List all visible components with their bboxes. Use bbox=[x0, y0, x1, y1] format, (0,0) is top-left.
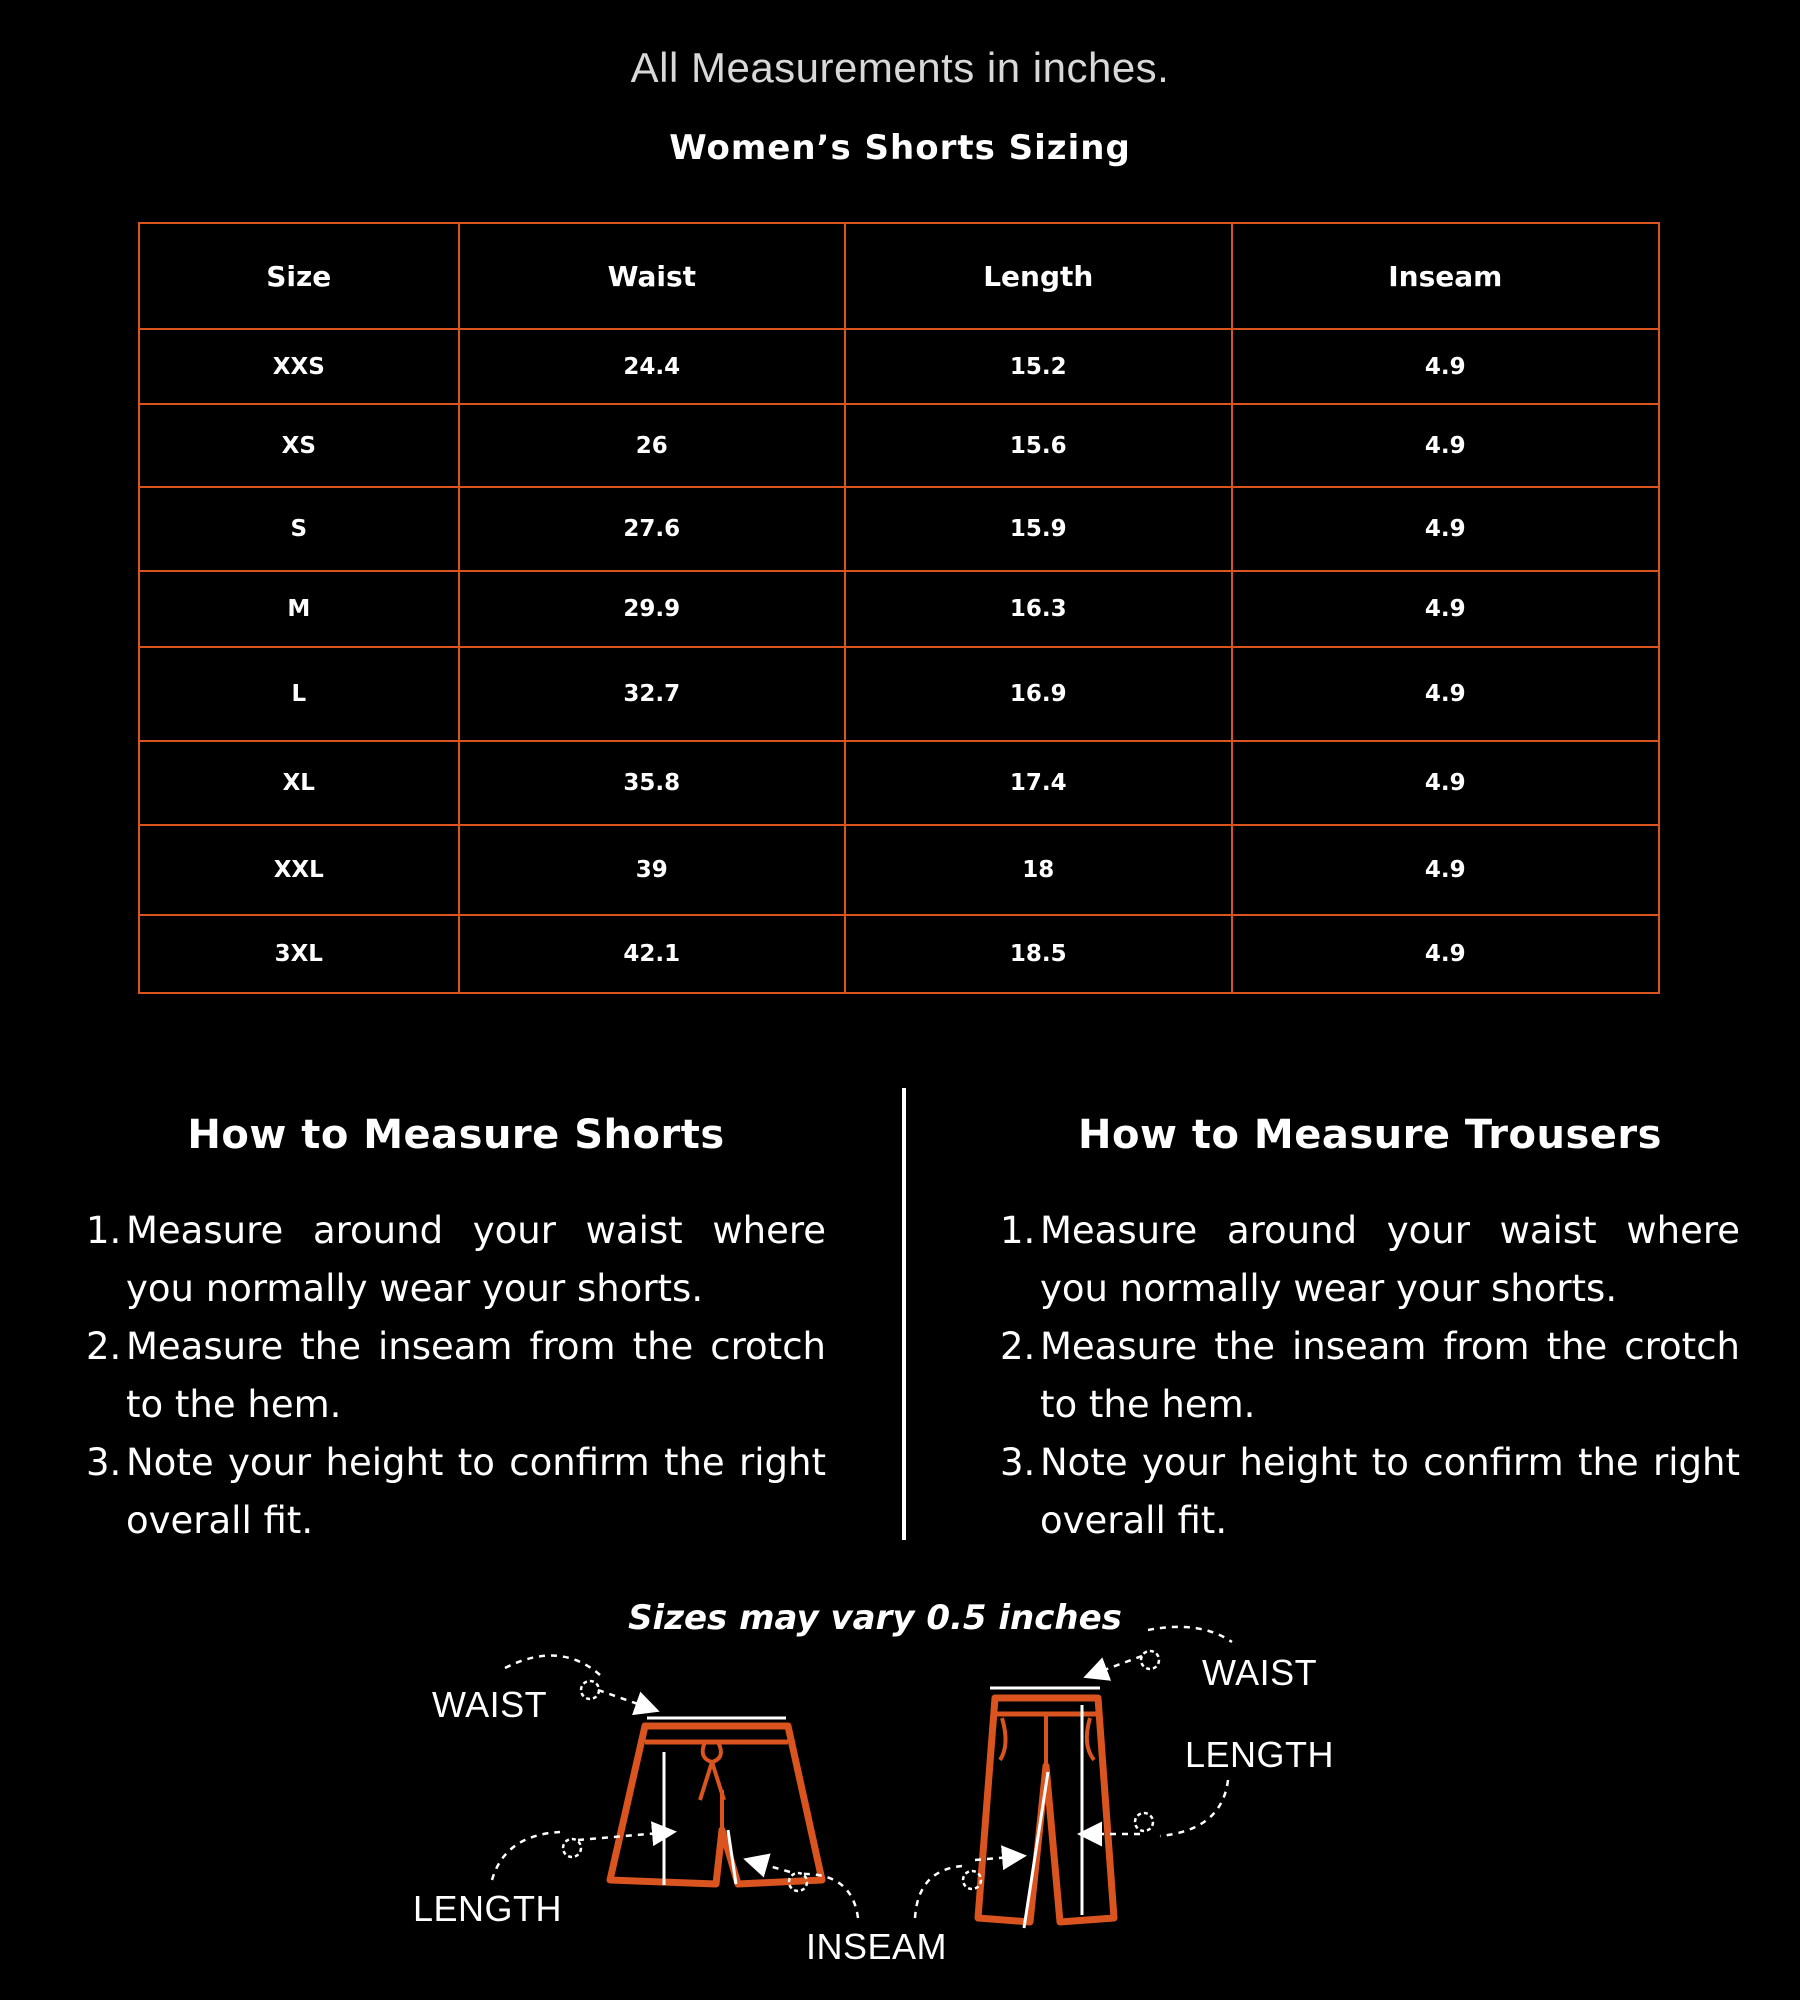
trousers-waist-label: WAIST bbox=[1202, 1652, 1318, 1693]
inseam-label: INSEAM bbox=[806, 1926, 948, 1967]
step-text: Measure the inseam from the crotch to the hem. bbox=[1040, 1325, 1740, 1426]
length-cell: 15.6 bbox=[845, 404, 1232, 487]
size-cell: XL bbox=[139, 741, 459, 825]
column-header-inseam: Inseam bbox=[1232, 223, 1659, 329]
length-cell: 17.4 bbox=[845, 741, 1232, 825]
length-cell: 16.9 bbox=[845, 647, 1232, 741]
size-cell: S bbox=[139, 487, 459, 571]
size-cell: XS bbox=[139, 404, 459, 487]
length-cell: 16.3 bbox=[845, 571, 1232, 647]
inseam-cell: 4.9 bbox=[1232, 915, 1659, 993]
waist-cell: 26 bbox=[459, 404, 845, 487]
inseam-cell: 4.9 bbox=[1232, 329, 1659, 404]
size-cell: XXL bbox=[139, 825, 459, 915]
inseam-cell: 4.9 bbox=[1232, 741, 1659, 825]
step-text: Note your height to confirm the right overall fit. bbox=[1040, 1441, 1740, 1542]
trousers-guide-title: How to Measure Trousers bbox=[1078, 1112, 1662, 1158]
step-text: Measure around your waist where you normally wear your shorts. bbox=[126, 1209, 826, 1310]
step-text: Note your height to confirm the right overall fit. bbox=[126, 1441, 826, 1542]
waist-cell: 32.7 bbox=[459, 647, 845, 741]
step-text: Measure around your waist where you normally wear your shorts. bbox=[1040, 1209, 1740, 1310]
step-text: Measure the inseam from the crotch to the hem. bbox=[126, 1325, 826, 1426]
size-chart-title: Women’s Shorts Sizing bbox=[669, 128, 1131, 168]
step-number: 3. bbox=[86, 1441, 122, 1484]
shorts-guide-title: How to Measure Shorts bbox=[187, 1112, 725, 1158]
length-cell: 15.2 bbox=[845, 329, 1232, 404]
inseam-cell: 4.9 bbox=[1232, 571, 1659, 647]
inseam-cell: 4.9 bbox=[1232, 825, 1659, 915]
dashed-pointer-lines bbox=[492, 1627, 1232, 1918]
waist-cell: 39 bbox=[459, 825, 845, 915]
trousers-icon bbox=[978, 1688, 1114, 1928]
size-variance-note: Sizes may vary 0.5 inches bbox=[628, 1598, 1122, 1638]
waist-cell: 29.9 bbox=[459, 571, 845, 647]
waist-cell: 27.6 bbox=[459, 487, 845, 571]
inseam-cell: 4.9 bbox=[1232, 647, 1659, 741]
length-cell: 18 bbox=[845, 825, 1232, 915]
size-cell: XXS bbox=[139, 329, 459, 404]
length-cell: 18.5 bbox=[845, 915, 1232, 993]
step-number: 1. bbox=[86, 1209, 122, 1252]
size-cell: M bbox=[139, 571, 459, 647]
length-cell: 15.9 bbox=[845, 487, 1232, 571]
measurement-unit-note: All Measurements in inches. bbox=[630, 44, 1170, 91]
inseam-cell: 4.9 bbox=[1232, 404, 1659, 487]
column-header-waist: Waist bbox=[459, 223, 845, 329]
shorts-icon bbox=[610, 1718, 822, 1885]
waist-cell: 35.8 bbox=[459, 741, 845, 825]
shorts-length-label: LENGTH bbox=[413, 1888, 563, 1929]
step-number: 3. bbox=[1000, 1441, 1036, 1484]
column-header-size: Size bbox=[139, 223, 459, 329]
waist-cell: 42.1 bbox=[459, 915, 845, 993]
inseam-cell: 4.9 bbox=[1232, 487, 1659, 571]
waist-cell: 24.4 bbox=[459, 329, 845, 404]
size-cell: L bbox=[139, 647, 459, 741]
step-number: 1. bbox=[1000, 1209, 1036, 1252]
trousers-length-label: LENGTH bbox=[1185, 1734, 1335, 1775]
step-number: 2. bbox=[86, 1325, 122, 1368]
size-cell: 3XL bbox=[139, 915, 459, 993]
column-header-length: Length bbox=[845, 223, 1232, 329]
step-number: 2. bbox=[1000, 1325, 1036, 1368]
shorts-waist-label: WAIST bbox=[432, 1684, 548, 1725]
